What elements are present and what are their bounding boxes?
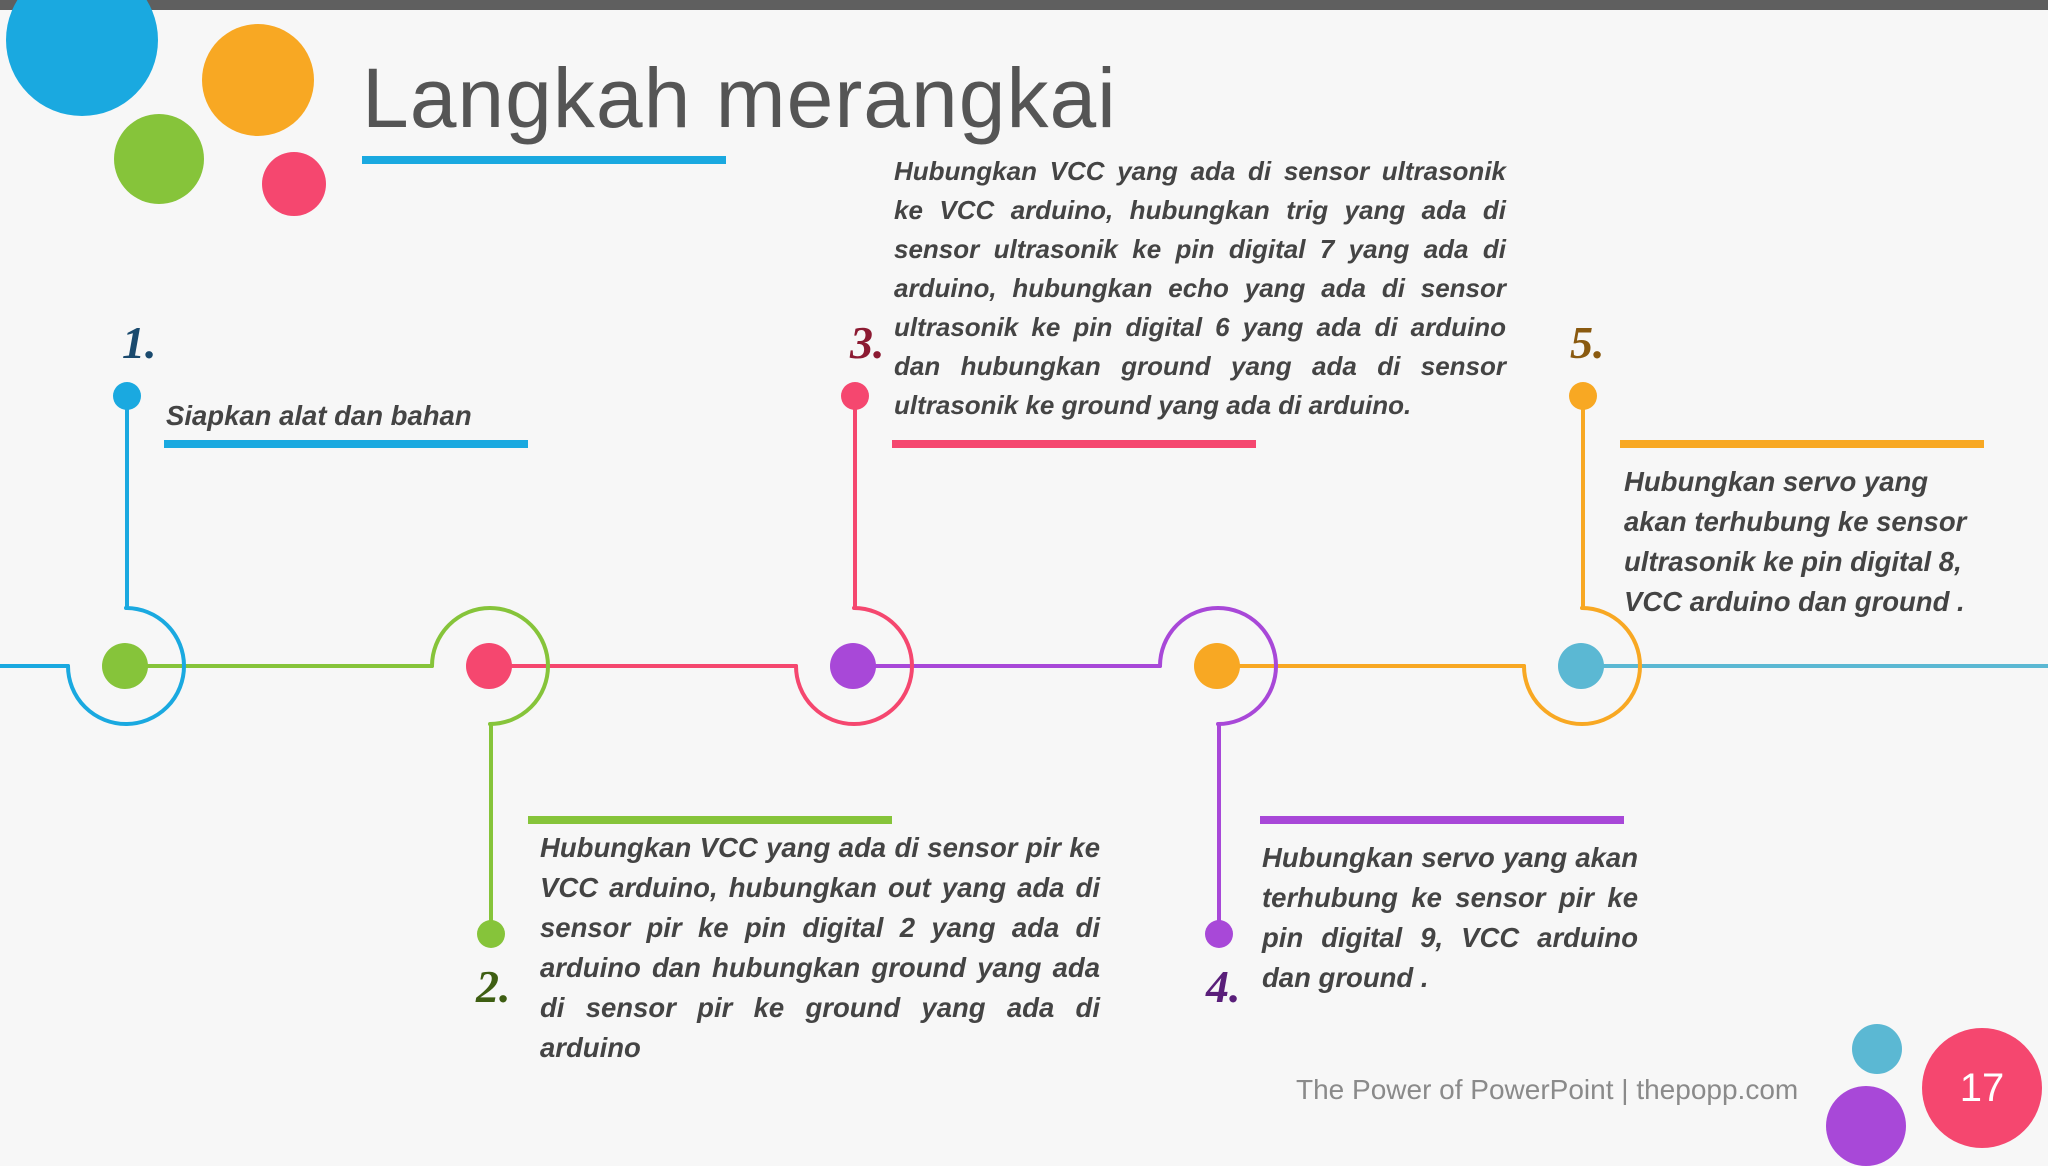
step-text-4: Hubungkan servo yang akan terhubung ke sensor pir ke pin digital 9, VCC arduino dan ground .	[1262, 842, 1638, 993]
step-number-3: 3.	[850, 317, 885, 368]
accent-bar-3	[892, 440, 1256, 448]
endpoint-dot-3	[841, 382, 869, 410]
step-number-5: 5.	[1570, 317, 1605, 368]
timeline-node-3	[830, 643, 876, 689]
page-title: Langkah merangkai	[362, 51, 1117, 145]
endpoint-dot-4	[1205, 920, 1233, 948]
timeline-node-2	[466, 643, 512, 689]
step-number-1: 1.	[122, 317, 157, 368]
timeline-node-1	[102, 643, 148, 689]
endpoint-dot-5	[1569, 382, 1597, 410]
accent-bar-2	[528, 816, 892, 824]
decor-circle-purple	[1826, 1086, 1906, 1166]
step-text-2: Hubungkan VCC yang ada di sensor pir ke VCC arduino, hubungkan out yang ada di sensor pir ke pin digital 2 yang ada di arduino dan hubungkan ground yang ada di sensor pir ke ground yang ada di arduino	[540, 832, 1100, 1063]
accent-bar-1	[164, 440, 528, 448]
decor-circle-teal-small	[1852, 1024, 1902, 1074]
step-text-5: Hubungkan servo yang akan terhubung ke sensor ultrasonik ke pin digital 8, VCC arduino dan ground .	[1624, 466, 1967, 617]
step-text-3: Hubungkan VCC yang ada di sensor ultrasonik ke VCC arduino, hubungkan trig yang ada di sensor ultrasonik ke pin digital 7 yang ada di arduino, hubungkan echo yang ada di sensor ultrasonik ke pin digital 6 yang ada di arduino dan hubungkan ground yang ada di sensor ultrasonik ke ground yang ada di arduino.	[894, 156, 1506, 420]
step-number-2: 2.	[476, 961, 511, 1012]
step-number-4: 4.	[1206, 961, 1241, 1012]
step-text-1: Siapkan alat dan bahan	[166, 400, 472, 431]
endpoint-dot-1	[113, 382, 141, 410]
timeline-node-5	[1558, 643, 1604, 689]
page-number: 17	[1922, 1028, 2042, 1148]
timeline-node-4	[1194, 643, 1240, 689]
accent-bar-5	[1620, 440, 1984, 448]
endpoint-dot-2	[477, 920, 505, 948]
accent-bar-4	[1260, 816, 1624, 824]
footer-credit: The Power of PowerPoint | thepopp.com	[1296, 1074, 1799, 1105]
